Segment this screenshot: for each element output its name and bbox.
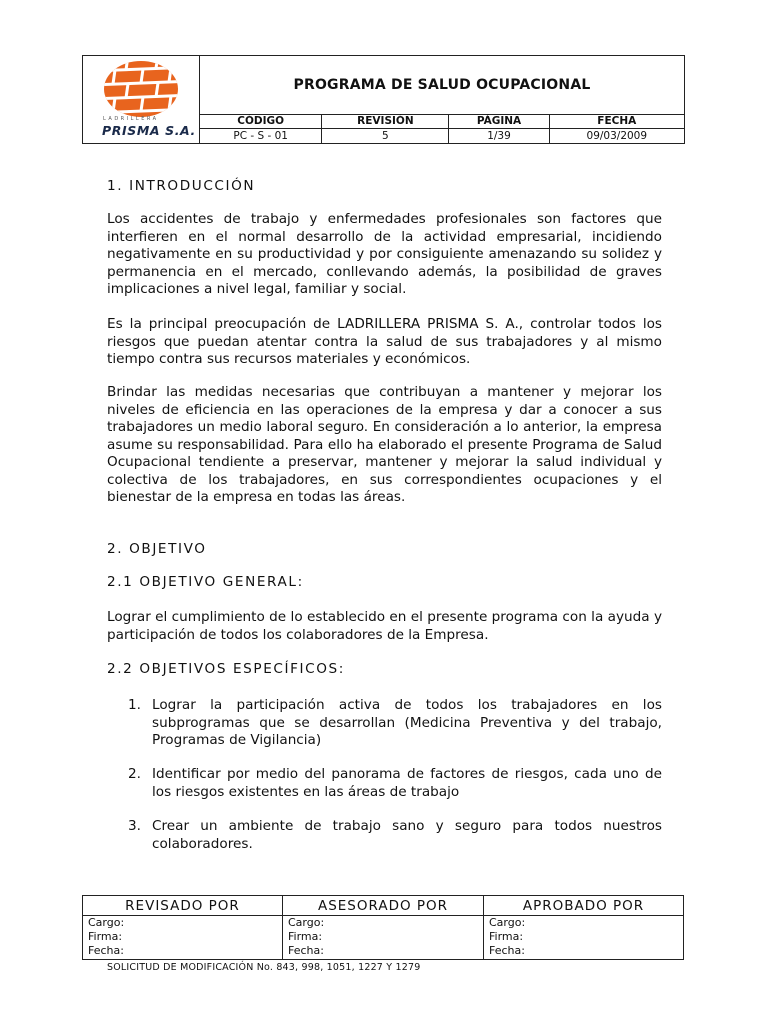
cargo-label: Cargo: (489, 916, 526, 929)
fecha-value: 09/03/2009 (549, 129, 684, 144)
pagina-value: 1/39 (449, 129, 549, 144)
logo-subtext: LADRILLERA (103, 116, 159, 122)
fecha-label: Fecha: (489, 944, 525, 957)
subsection-heading-objetivos-especificos: 2.2 OBJETIVOS ESPECÍFICOS: (107, 661, 345, 677)
objetivo-general-text: Lograr el cumplimiento de lo establecido en el presente programa con la ayuda y participación de todos los colaboradores de la Empresa. (107, 609, 662, 643)
list-item-text: Identificar por medio del panorama de factores de riesgos, cada uno de los riesgos existentes en las áreas de trabajo (152, 766, 662, 800)
document-title: PROGRAMA DE SALUD OCUPACIONAL (200, 56, 684, 115)
asesorado-por-header: ASESORADO POR (283, 896, 484, 916)
section-heading-introduccion: 1. INTRODUCCIÓN (107, 178, 256, 194)
col-fecha-label: FECHA (549, 114, 684, 129)
list-item-number: 3. (128, 818, 141, 834)
col-codigo-label: CÓDIGO (200, 114, 322, 129)
fecha-label: Fecha: (88, 944, 124, 957)
col-revision-label: REVISIÓN (322, 114, 449, 129)
codigo-value: PC - S - 01 (200, 129, 322, 144)
firma-label: Firma: (288, 930, 323, 943)
company-logo (83, 56, 200, 143)
revision-value: 5 (322, 129, 449, 144)
logo-brand-name: PRISMA S.A. (102, 123, 196, 138)
asesorado-por-fields (283, 916, 484, 960)
subsection-heading-objetivo-general: 2.1 OBJETIVO GENERAL: (107, 574, 304, 590)
list-item (128, 766, 662, 801)
intro-paragraph-1: Los accidentes de trabajo y enfermedades profesionales son factores que interfieren en el normal desarrollo de la actividad empresarial, incidiendo negativamente en su productividad y por consiguiente amenazando su solidez y permanencia en el mercado, conllevando además, la posibilidad de graves implicaciones a nivel legal, familiar y social. (107, 211, 662, 297)
col-pagina-label: PÁGINA (449, 114, 549, 129)
approval-table (82, 895, 684, 960)
revisado-por-fields (83, 916, 283, 960)
document-header (82, 55, 685, 144)
intro-paragraph-2: Es la principal preocupación de LADRILLERA PRISMA S. A., controlar todos los riesgos que puedan atentar contra la salud de sus trabajadores y al mismo tiempo contra sus recursos materiales y económicos. (107, 316, 662, 367)
revisado-por-header: REVISADO POR (83, 896, 283, 916)
document-metadata (200, 114, 684, 143)
aprobado-por-header: APROBADO POR (484, 896, 684, 916)
intro-paragraph-3: Brindar las medidas necesarias que contribuyan a mantener y mejorar los niveles de eficiencia en las operaciones de la empresa y dar a conocer a sus trabajadores un medio laboral seguro. En consideración a lo anterior, la empresa asume su responsabilidad. Para ello ha elaborado el presente Programa de Salud Ocupacional tendiente a preservar, mantener y mejorar la salud individual y colectiva de los trabajadores, en sus correspondientes ocupaciones y el bienestar de la empresa en todas las áreas. (107, 384, 662, 505)
fecha-label: Fecha: (288, 944, 324, 957)
cargo-label: Cargo: (288, 916, 325, 929)
list-item-text: Crear un ambiente de trabajo sano y seguro para todos nuestros colaboradores. (152, 818, 662, 852)
list-item (128, 818, 662, 853)
list-item (128, 697, 662, 750)
modification-request-note: SOLICITUD DE MODIFICACIÓN No. 843, 998, 1051, 1227 Y 1279 (107, 962, 421, 973)
section-heading-objetivo: 2. OBJETIVO (107, 541, 207, 557)
list-item-number: 2. (128, 766, 141, 782)
firma-label: Firma: (88, 930, 123, 943)
list-item-text: Lograr la participación activa de todos los trabajadores en los subprogramas que se desarrollan (Medicina Preventiva y del trabajo, Programas de Vigilancia) (152, 697, 662, 748)
aprobado-por-fields (484, 916, 684, 960)
cargo-label: Cargo: (88, 916, 125, 929)
firma-label: Firma: (489, 930, 524, 943)
list-item-number: 1. (128, 697, 141, 713)
